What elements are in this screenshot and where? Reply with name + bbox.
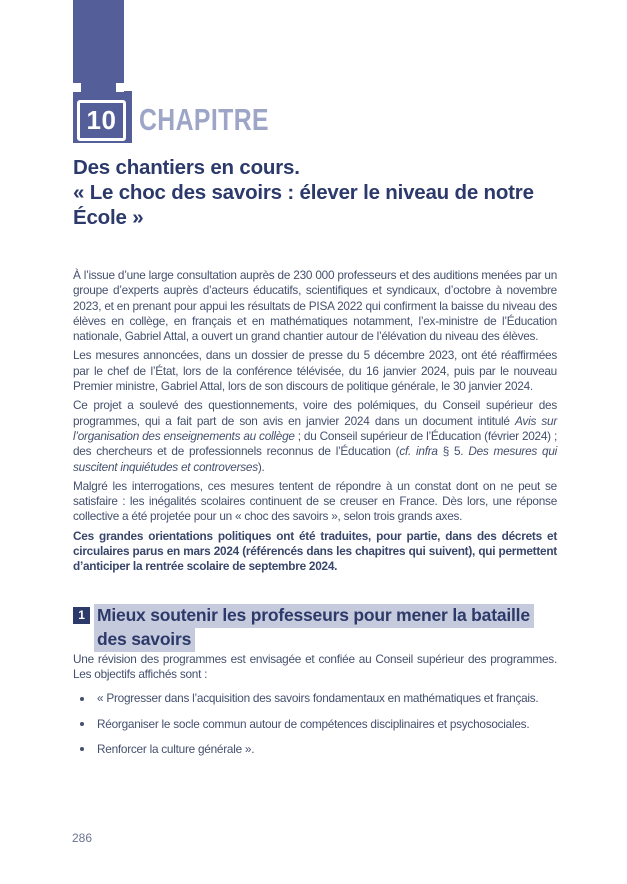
page-number: 286	[72, 831, 93, 845]
list-item-text: « Progresser dans l’acquisition des savoirs fondamentaux en mathématiques et français.	[97, 691, 539, 706]
chapter-title-line: École »	[73, 206, 144, 229]
section-intro: Une révision des programmes est envisagée et confiée au Conseil supérieur des programmes. Les objectifs affichés sont :	[73, 651, 557, 681]
body-paragraphs	[73, 268, 557, 575]
section-heading	[73, 604, 557, 652]
body-text	[73, 268, 557, 767]
paragraph: À l’issue d’une large consultation auprès de 230 000 professeurs et des auditions menées par un groupe d’experts auprès d’acteurs éducatifs, scientifiques et syndicaux, d’octobre à novembre 2023, et en prenant pour appui les résultats de PISA 2022 qui confirment la baisse du niveau des élèves en collège, en français et en mathématiques notamment, l’ex-ministre de l’Éducation nationale, Gabriel Attal, a ouvert un grand chantier autour de l’élévation du niveau des élèves.	[73, 268, 557, 344]
bullet-icon	[80, 722, 84, 726]
list-item	[73, 691, 557, 706]
chapter-label: CHAPITRE	[139, 102, 269, 137]
paragraph: Ce projet a soulevé des questionnements, voire des polémiques, du Conseil supérieur des programmes, qui a fait part de son avis en janvier 2024 dans un document intitulé Avis sur l’organisation des enseignements au collège ; du Conseil supérieur de l’Éducation (février 2024) ; des chercheurs et de professionnels reconnus de l’Éducation (cf. infra § 5. Des mesures qui suscitent inquiétudes et controverses).	[73, 398, 558, 474]
section-title-line: des savoirs	[97, 628, 557, 652]
paragraph: Malgré les interrogations, ces mesures tentent de répondre à un constat dont on ne peut se satisfaire : les inégalités scolaires continuent de se creuser en France. Dès lors, une réponse collective a été projetée pour un « choc des savoirs », selon trois grands axes.	[73, 478, 557, 524]
chapter-title-line: « Le choc des savoirs : élever le niveau de notre	[73, 181, 534, 204]
paragraph: Ces grandes orientations politiques ont été traduites, pour partie, dans des décrets et circulaires parus en mars 2024 (référencés dans les chapitres qui suivent), qui permettent d’anticiper la rentrée scolaire de septembre 2024.	[73, 528, 557, 574]
section-title	[97, 604, 557, 652]
chapter-number-badge: 10	[77, 100, 126, 141]
list-item-text: Réorganiser le socle commun autour de compétences disciplinaires et psychosociales.	[97, 716, 530, 731]
section-title-line: Mieux soutenir les professeurs pour mener la bataille	[97, 604, 557, 628]
ribbon-notch-left	[73, 83, 81, 92]
bullet-icon	[80, 697, 84, 701]
list-item-text: Renforcer la culture générale ».	[97, 741, 255, 756]
objectives-list	[73, 691, 557, 757]
bullet-icon	[80, 747, 84, 751]
chapter-title	[73, 155, 583, 230]
list-item	[73, 742, 557, 757]
chapter-title-line: Des chantiers en cours.	[73, 156, 300, 179]
paragraph: Les mesures annoncées, dans un dossier de presse du 5 décembre 2023, ont été réaffirmées par le chef de l’État, lors de la conférence télévisée, du 16 janvier 2024, puis par le nouveau Premier ministre, Gabriel Attal, lors de son discours de politique générale, le 30 janvier 2024.	[73, 348, 557, 394]
list-item	[73, 717, 557, 732]
section-number-badge: 1	[73, 607, 90, 624]
ribbon-notch-right	[116, 83, 124, 92]
